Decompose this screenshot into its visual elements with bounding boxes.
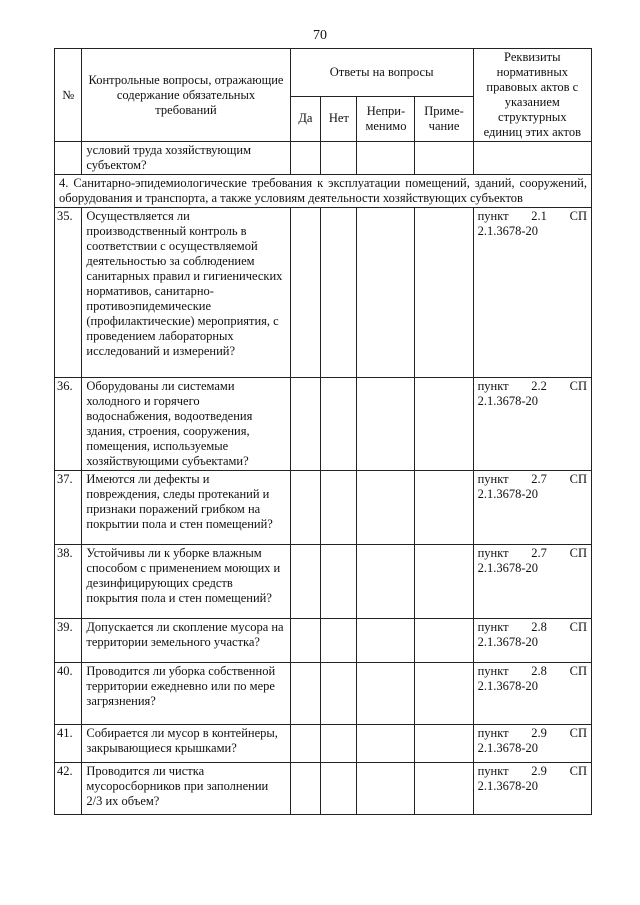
ref-item: 2.7	[531, 472, 547, 486]
row-number: 37.	[55, 471, 82, 545]
table-row	[55, 725, 592, 763]
ref-word: пункт	[477, 620, 509, 634]
answer-yes-cell[interactable]	[290, 545, 321, 619]
answer-not-applicable-cell[interactable]	[357, 763, 415, 815]
section-title: 4. Санитарно-эпидемиологические требования к эксплуатации помещений, зданий, сооружений, оборудования и транспорта, а также условиям деятельности хозяйствующих субъектов	[55, 175, 592, 208]
ref-sp: СП	[569, 209, 587, 223]
note-cell[interactable]	[415, 663, 473, 725]
ref-word: пункт	[477, 664, 509, 678]
header-no: Нет	[321, 96, 357, 141]
ref-item: 2.1	[531, 209, 547, 223]
header-answers: Ответы на вопросы	[290, 49, 473, 97]
note-cell[interactable]	[415, 619, 473, 663]
ref-code: 2.1.3678-20	[477, 394, 539, 408]
row-number: 36.	[55, 378, 82, 471]
answer-not-applicable-cell[interactable]	[357, 619, 415, 663]
answer-not-applicable-cell[interactable]	[357, 471, 415, 545]
requisites-cell	[473, 208, 591, 378]
ref-word: пункт	[477, 209, 509, 223]
requisites-cell	[473, 545, 591, 619]
answer-yes-cell[interactable]	[290, 471, 321, 545]
ref-code: 2.1.3678-20	[477, 635, 539, 649]
note-cell[interactable]	[415, 471, 473, 545]
row-number: 38.	[55, 545, 82, 619]
requisites-cell	[473, 378, 591, 471]
answer-no-cell[interactable]	[321, 545, 357, 619]
answer-no-cell[interactable]	[321, 378, 357, 471]
header-num: №	[55, 49, 82, 142]
table-row	[55, 663, 592, 725]
header-yes: Да	[290, 96, 321, 141]
row-question: Осуществляется ли производственный контроль в соответствии с осуществляемой деятельностью за соблюдением санитарных правил и гигиенических нормативов, санитарно-противоэпидемические (профилактические) мероприятия, с проведением лабораторных исследований и измерений?	[82, 208, 290, 378]
ref-code: 2.1.3678-20	[477, 679, 539, 693]
ref-sp: СП	[569, 472, 587, 486]
answer-not-applicable-cell[interactable]	[357, 378, 415, 471]
answer-no-cell[interactable]	[321, 763, 357, 815]
row-question: Оборудованы ли системами холодного и горячего водоснабжения, водоотведения здания, строения, сооружения, помещения, используемые хозяйствующими субъектами?	[82, 378, 290, 471]
answer-not-applicable-cell[interactable]	[357, 545, 415, 619]
requisites-cell	[473, 619, 591, 663]
note-cell[interactable]	[415, 763, 473, 815]
row-question: Имеются ли дефекты и повреждения, следы протеканий и признаки поражений грибком на покрытии пола и стен помещений?	[82, 471, 290, 545]
ref-sp: СП	[569, 664, 587, 678]
answer-yes-cell[interactable]	[290, 378, 321, 471]
note-cell[interactable]	[415, 378, 473, 471]
ref-item: 2.2	[531, 379, 547, 393]
row-number: 40.	[55, 663, 82, 725]
row-question: Устойчивы ли к уборке влажным способом с применением моющих и дезинфицирующих средств покрытия пола и стен помещений?	[82, 545, 290, 619]
row-question: Проводится ли уборка собственной территории ежедневно или по мере загрязнения?	[82, 663, 290, 725]
ref-sp: СП	[569, 379, 587, 393]
ref-sp: СП	[569, 620, 587, 634]
requisites-cell	[473, 663, 591, 725]
answer-no-cell[interactable]	[321, 725, 357, 763]
continuation-text: условий труда хозяйствующим субъектом?	[82, 142, 290, 175]
ref-word: пункт	[477, 764, 509, 778]
header-questions: Контрольные вопросы, отражающие содержание обязательных требований	[82, 49, 290, 142]
ref-item: 2.8	[531, 620, 547, 634]
answer-not-applicable-cell[interactable]	[357, 663, 415, 725]
answer-no-cell[interactable]	[321, 208, 357, 378]
answer-yes-cell[interactable]	[290, 208, 321, 378]
ref-item: 2.8	[531, 664, 547, 678]
row-question: Проводится ли чистка мусоросборников при заполнении 2/3 их объем?	[82, 763, 290, 815]
row-question: Допускается ли скопление мусора на территории земельного участка?	[82, 619, 290, 663]
ref-item: 2.7	[531, 546, 547, 560]
answer-no-cell[interactable]	[321, 471, 357, 545]
row-number: 39.	[55, 619, 82, 663]
ref-sp: СП	[569, 726, 587, 740]
answer-no-cell[interactable]	[321, 619, 357, 663]
row-number: 41.	[55, 725, 82, 763]
note-cell[interactable]	[415, 208, 473, 378]
ref-word: пункт	[477, 726, 509, 740]
answer-yes-cell[interactable]	[290, 725, 321, 763]
row-question: Собирается ли мусор в контейнеры, закрывающиеся крышками?	[82, 725, 290, 763]
answer-yes-cell[interactable]	[290, 763, 321, 815]
ref-word: пункт	[477, 546, 509, 560]
answer-not-applicable-cell[interactable]	[357, 208, 415, 378]
continuation-row	[55, 142, 592, 175]
ref-code: 2.1.3678-20	[477, 224, 539, 238]
ref-word: пункт	[477, 472, 509, 486]
table-row	[55, 471, 592, 545]
header-note: Приме- чание	[415, 96, 473, 141]
table-row	[55, 378, 592, 471]
ref-item: 2.9	[531, 764, 547, 778]
ref-code: 2.1.3678-20	[477, 487, 539, 501]
ref-code: 2.1.3678-20	[477, 561, 539, 575]
page-number: 70	[313, 28, 327, 43]
answer-no-cell[interactable]	[321, 663, 357, 725]
ref-item: 2.9	[531, 726, 547, 740]
answer-yes-cell[interactable]	[290, 619, 321, 663]
row-number: 35.	[55, 208, 82, 378]
answer-not-applicable-cell[interactable]	[357, 725, 415, 763]
requisites-cell	[473, 763, 591, 815]
ref-sp: СП	[569, 546, 587, 560]
header-requisites: Реквизиты нормативных правовых актов с указанием структурных единиц этих актов	[473, 49, 591, 142]
table-row	[55, 619, 592, 663]
table-row	[55, 208, 592, 378]
header-not-applicable: Непри- менимо	[357, 96, 415, 141]
table-row	[55, 545, 592, 619]
ref-word: пункт	[477, 379, 509, 393]
requisites-cell	[473, 725, 591, 763]
checklist-table	[54, 48, 592, 815]
ref-code: 2.1.3678-20	[477, 779, 539, 793]
note-cell[interactable]	[415, 725, 473, 763]
section-row	[55, 175, 592, 208]
table-row	[55, 763, 592, 815]
requisites-cell	[473, 471, 591, 545]
answer-yes-cell[interactable]	[290, 663, 321, 725]
ref-sp: СП	[569, 764, 587, 778]
row-number: 42.	[55, 763, 82, 815]
note-cell[interactable]	[415, 545, 473, 619]
ref-code: 2.1.3678-20	[477, 741, 539, 755]
